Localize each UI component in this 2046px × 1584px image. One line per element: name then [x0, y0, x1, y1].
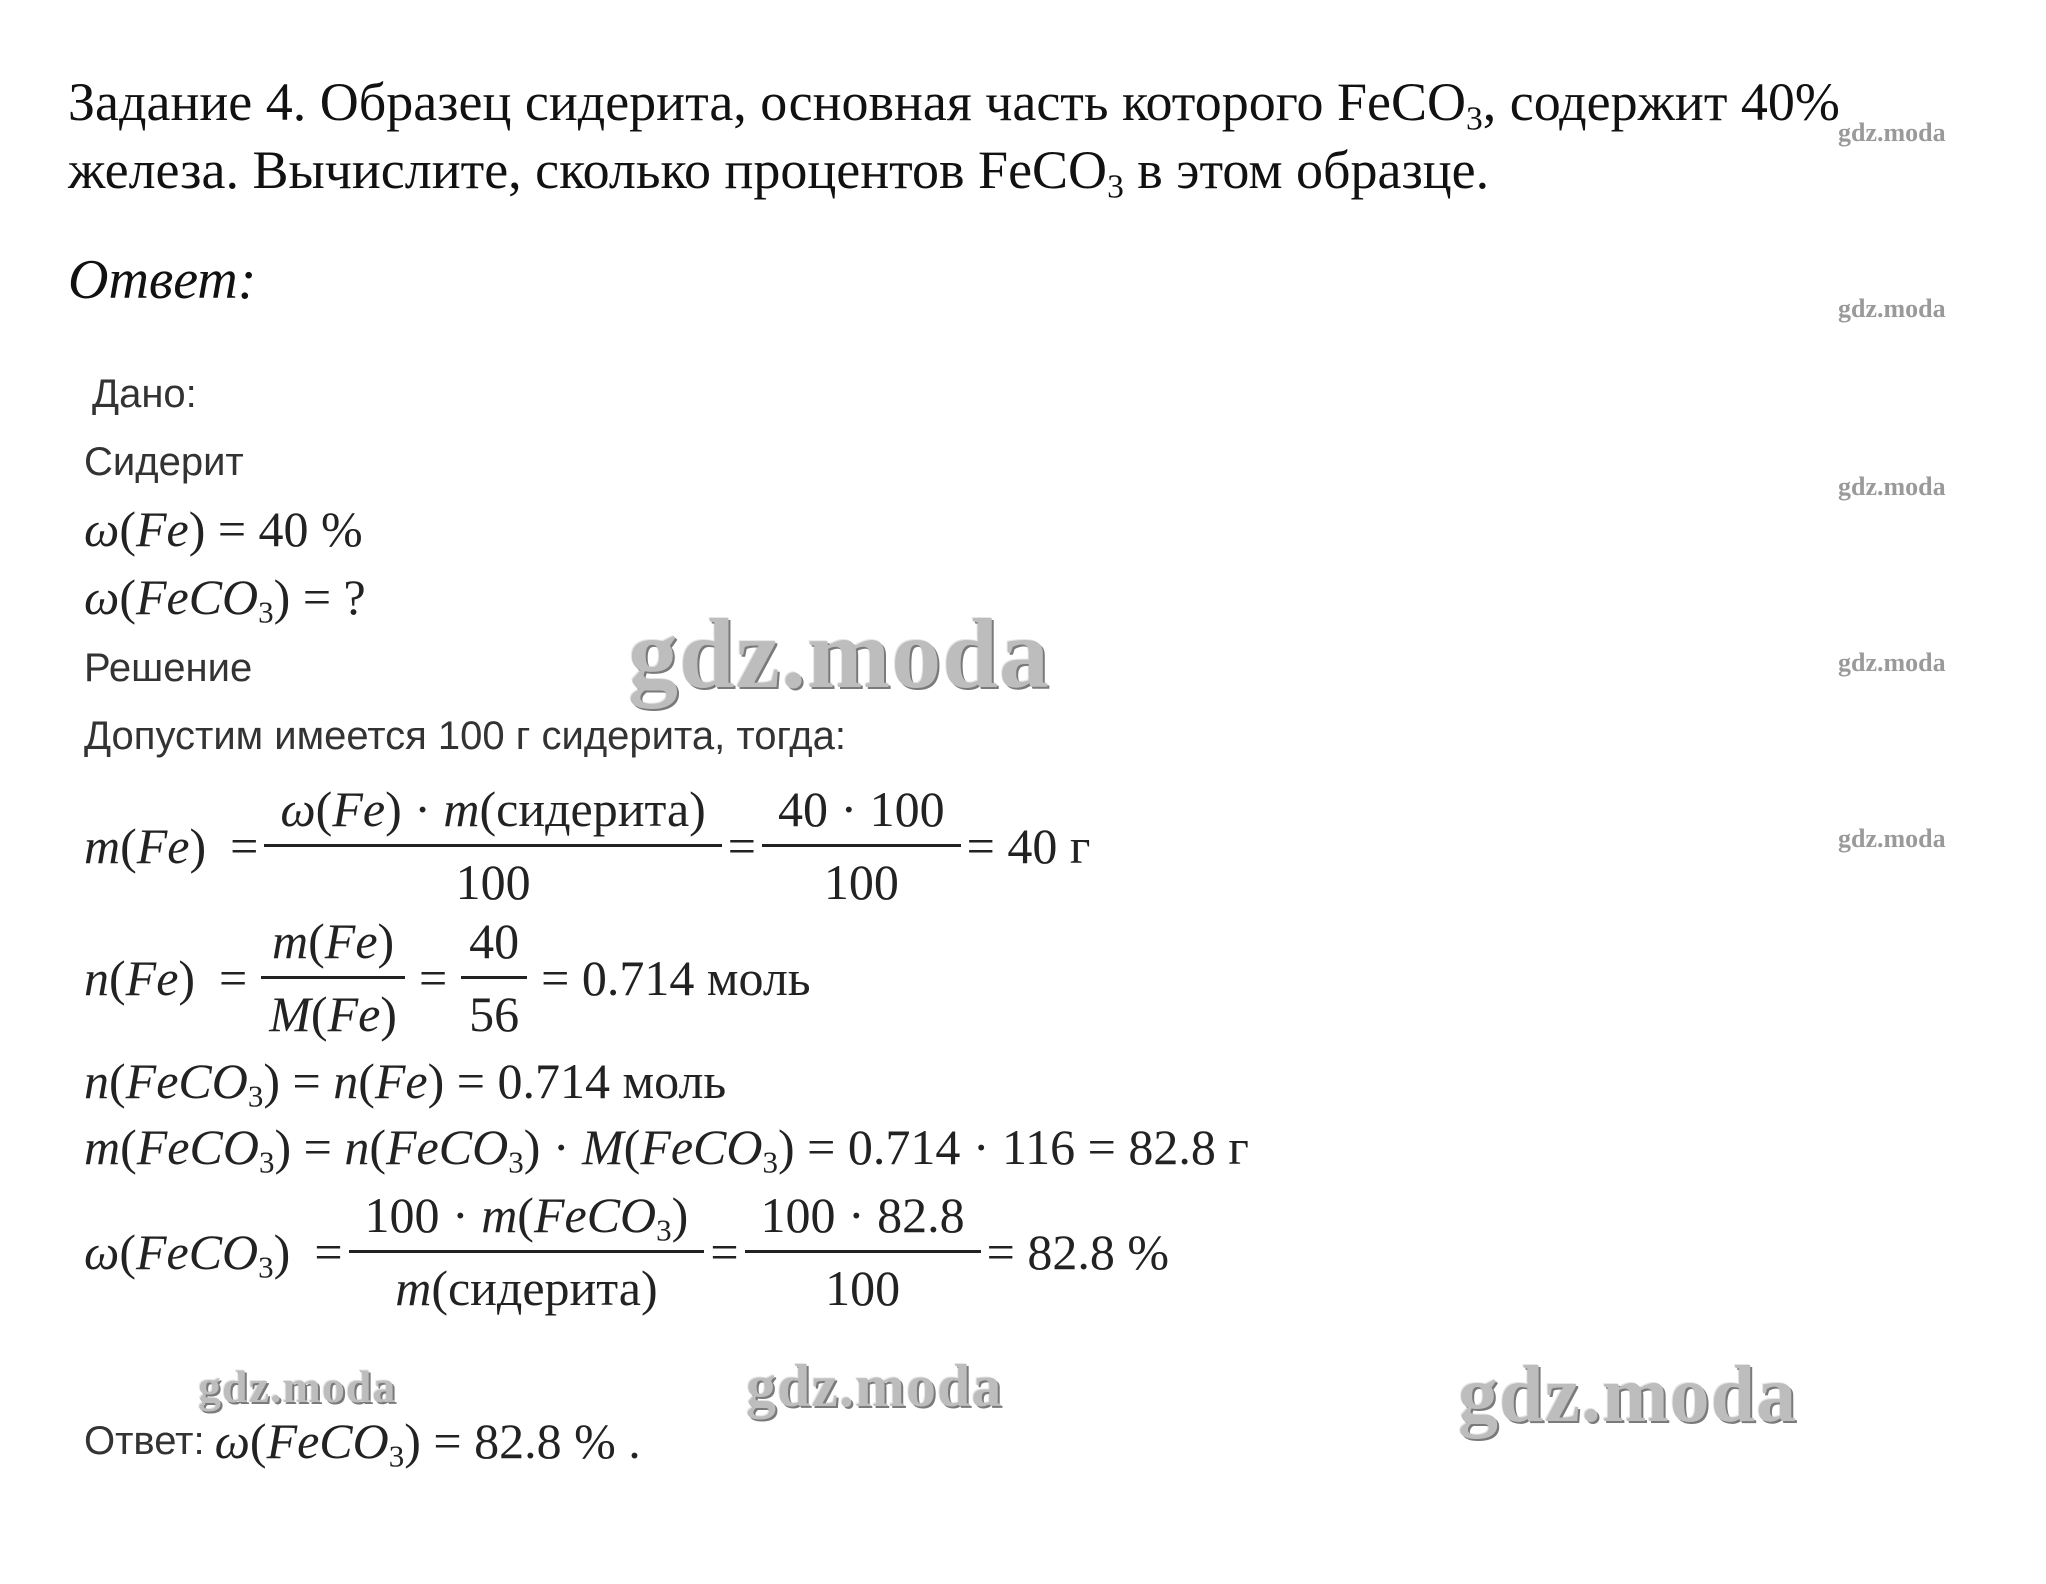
- fraction: $\frac{\text{ω(Fe) · m(сидерита)}}{100}$: [272, 780, 713, 911]
- equation-mass-feco3: m(FeCO$_3$) = n(FeCO$_3$) · M(FeCO$_3$) = 0.714 · 116 = 82.8 г: [84, 1119, 1249, 1180]
- watermark: gdz.moda: [628, 598, 1050, 709]
- given-siderite: Сидерит: [84, 440, 244, 484]
- task-line1: Задание 4. Образец сидерита, основная часть которого FeCO$_3$, содержит 40%: [68, 72, 1840, 138]
- watermark: gdz.moda: [1838, 824, 1946, 853]
- task-line2: железа. Вычислите, сколько процентов FeCO$_3$ в этом образце.: [68, 140, 1490, 206]
- solution-label: Решение: [84, 646, 253, 690]
- equation-mass-fe: m(Fe) = $\frac{\text{ω(Fe) · m(сидерита)}}{100}$ = $\frac{40 \cdot 100}{100}$ = 40 г: [84, 781, 1091, 910]
- equation-moles-feco3: n(FeCO$_3$) = n(Fe) = 0.714 моль: [84, 1053, 727, 1114]
- watermark: gdz.moda: [746, 1353, 1003, 1419]
- equation-moles-fe: n(Fe) = $\frac{m(Fe)}{M(Fe)}$ = $\frac{40}{56}$ = 0.714 моль: [84, 913, 811, 1042]
- fraction: $\frac{100 \cdot 82.8}{100}$: [753, 1186, 973, 1317]
- task-statement: [68, 68, 2008, 204]
- fraction: $\frac{40 \cdot 100}{100}$: [770, 780, 953, 911]
- watermark: gdz.moda: [1458, 1351, 1798, 1439]
- watermark: gdz.moda: [1838, 472, 1946, 501]
- watermark: gdz.moda: [1838, 648, 1946, 677]
- given-omega-fe: ω(Fe) = 40 %: [84, 501, 363, 557]
- final-answer: Ответ: ω(FeCO$_3$) = 82.8 % .: [84, 1413, 641, 1474]
- fraction: $\frac{40}{56}$: [461, 912, 527, 1043]
- fraction: $\frac{m(Fe)}{M(Fe)}$: [261, 912, 405, 1043]
- given-omega-feco3: ω(FeCO$_3$) = ?: [84, 569, 366, 630]
- watermark: gdz.moda: [198, 1361, 397, 1412]
- watermark: gdz.moda: [1838, 118, 1946, 147]
- watermark: gdz.moda: [1838, 294, 1946, 323]
- solution-intro: Допустим имеется 100 г сидерита, тогда:: [84, 714, 846, 758]
- answer-heading: Ответ:: [68, 249, 257, 311]
- given-label: Дано:: [92, 372, 197, 416]
- fraction: $\frac{100 \cdot m(FeCO_3)}{\text{m(сидерита)}}$: [357, 1186, 697, 1317]
- equation-omega-feco3: ω(FeCO$_3$) = $\frac{100 \cdot m(FeCO_3)}{\text{m(сидерита)}}$ = $\frac{100 \cdot 82.8}{100}$ = 82.8 %: [84, 1187, 1170, 1316]
